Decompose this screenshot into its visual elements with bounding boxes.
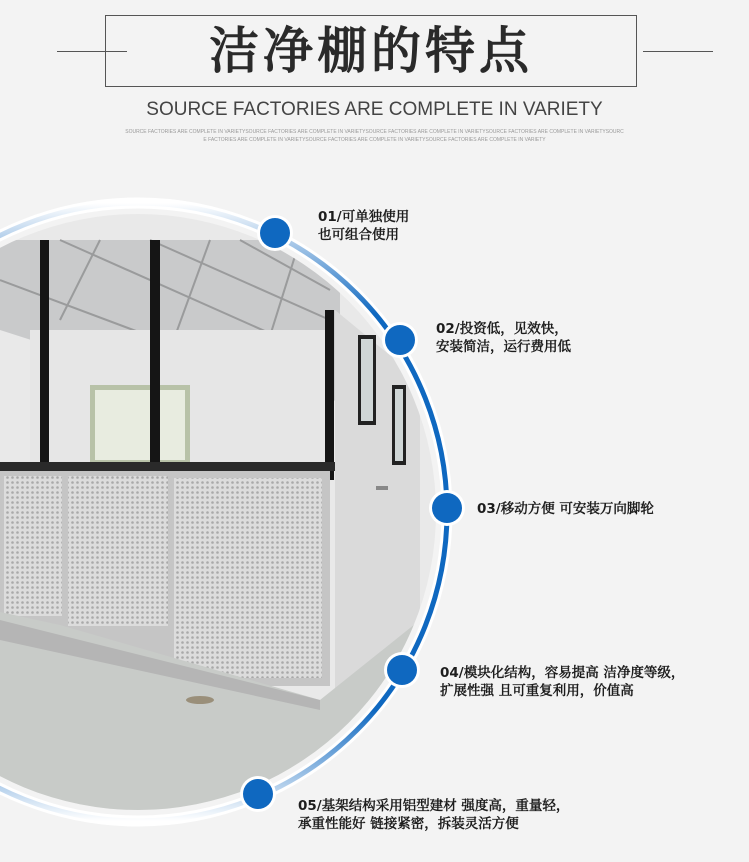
- timeline-dot: [432, 493, 462, 523]
- cleanroom-photo: [0, 200, 460, 820]
- feature-line: 扩展性强 且可重复利用，价值高: [440, 683, 634, 699]
- fine-print: E FACTORIES ARE COMPLETE IN VARIETYSOURCE FACTORIES ARE COMPLETE IN VARIETYSOURCE FACTORIES ARE COMPLETE IN VARIETY: [203, 137, 546, 143]
- feature-02: [436, 320, 571, 356]
- timeline-dot: [385, 325, 415, 355]
- feature-04: [440, 664, 684, 700]
- feature-03: [477, 500, 654, 518]
- feature-line: 04/模块化结构，容易提高 洁净度等级，: [440, 665, 685, 681]
- feature-line: 也可组合使用: [318, 227, 399, 243]
- page-title: 洁净棚的特点: [209, 22, 533, 80]
- feature-05: [298, 797, 569, 833]
- feature-01: [318, 208, 409, 244]
- feature-line: 03/移动方便 可安装万向脚轮: [477, 501, 654, 517]
- timeline-dot: [260, 218, 290, 248]
- feature-line: 安装简洁，运行费用低: [436, 339, 571, 355]
- page-subtitle: SOURCE FACTORIES ARE COMPLETE IN VARIETY: [146, 99, 603, 120]
- timeline-dot: [387, 655, 417, 685]
- feature-line: 承重性能好 链接紧密，拆装灵活方便: [298, 816, 519, 832]
- feature-line: 02/投资低，见效快，: [436, 321, 568, 337]
- feature-line: 01/可单独使用: [318, 209, 410, 225]
- feature-line: 05/基架结构采用铝型建材 强度高，重量轻，: [298, 798, 570, 814]
- timeline-dot: [243, 779, 273, 809]
- fine-print: SOURCE FACTORIES ARE COMPLETE IN VARIETYSOURCE FACTORIES ARE COMPLETE IN VARIETYSOURCE FACTORIES ARE COMPLETE IN VARIETYSOURCE FACTORIES ARE COMPLETE IN VARIETYSOURC: [125, 129, 624, 135]
